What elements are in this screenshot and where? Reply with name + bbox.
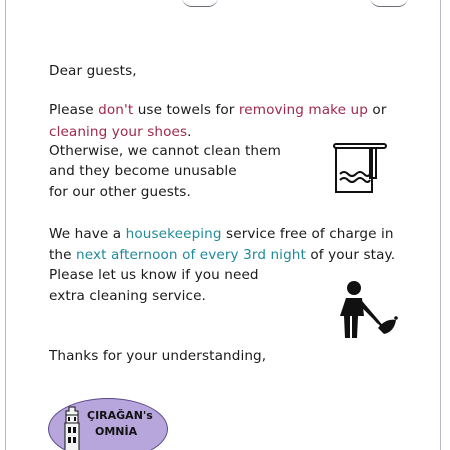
text-segment: of your stay. xyxy=(305,247,396,263)
highlight-dont: don't xyxy=(98,102,134,118)
cleaning-person-icon xyxy=(334,278,404,344)
closing-line: Thanks for your understanding, xyxy=(49,348,267,364)
paragraph1-line1 xyxy=(49,101,387,119)
paragraph2-line4: extra cleaning service. xyxy=(49,288,206,304)
tower-icon xyxy=(61,405,83,450)
text-segment: Please xyxy=(49,102,99,118)
paragraph2-line3: Please let us know if you need xyxy=(49,267,259,283)
text-segment: We have a xyxy=(49,226,126,242)
paragraph1-line2 xyxy=(49,123,192,141)
text-segment: the xyxy=(49,247,77,263)
text-segment: . xyxy=(187,124,192,140)
highlight-removing-make-up: removing make up xyxy=(238,102,368,118)
highlight-next-afternoon: next afternoon of every 3rd night xyxy=(76,247,306,263)
paragraph1-line4: and they become unusable xyxy=(49,163,237,179)
paragraph2-line1 xyxy=(49,225,394,243)
paragraph2-line2 xyxy=(49,246,395,264)
logo-line1: ÇIRAĞAN's xyxy=(87,409,153,422)
paragraph1-line3: Otherwise, we cannot clean them xyxy=(49,143,281,159)
greeting: Dear guests, xyxy=(49,63,137,79)
text-segment: or xyxy=(368,102,387,118)
text-segment: service free of charge in xyxy=(221,226,394,242)
logo-line2: OMNİA xyxy=(95,425,138,438)
highlight-housekeeping: housekeeping xyxy=(125,226,222,242)
paragraph1-line5: for our other guests. xyxy=(49,184,191,200)
top-decoration-right xyxy=(370,0,408,7)
text-segment: use towels for xyxy=(133,102,239,118)
highlight-cleaning-your-shoes: cleaning your shoes xyxy=(49,124,188,140)
towel-icon xyxy=(330,138,392,196)
